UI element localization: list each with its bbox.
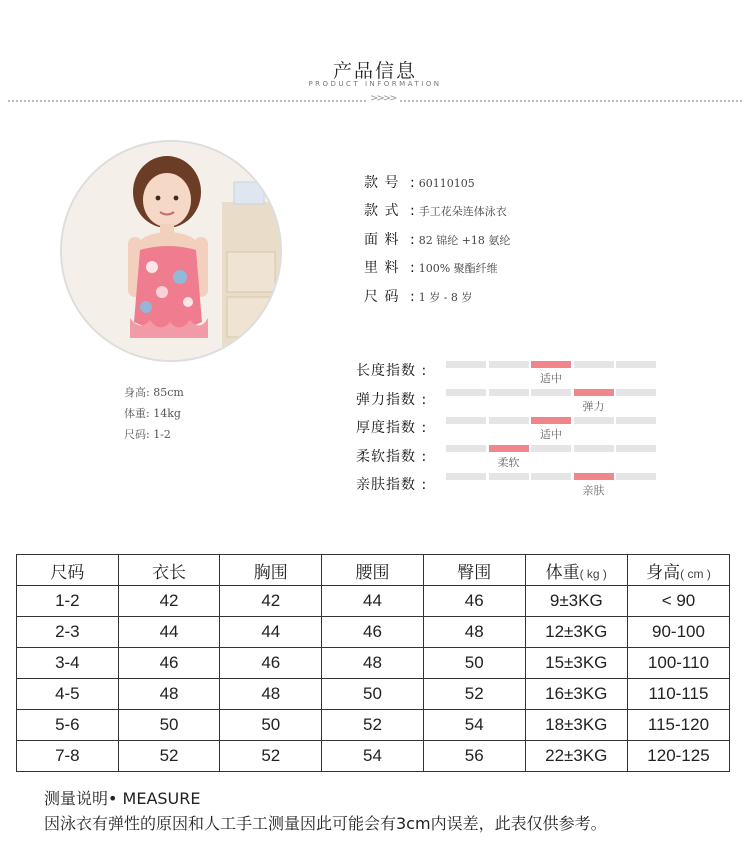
table-cell: 5-6 [17, 710, 119, 741]
index-segment [489, 361, 529, 368]
table-row [17, 741, 730, 772]
table-row [17, 679, 730, 710]
model-size: 尺码: 1-2 [124, 428, 171, 441]
table-cell: 44 [118, 617, 220, 648]
index-segment [574, 445, 614, 452]
index-caption: 适中 [540, 428, 562, 441]
index-caption: 适中 [540, 372, 562, 385]
index-segment [531, 389, 571, 396]
index-segment [574, 473, 614, 480]
table-cell: 7-8 [17, 741, 119, 772]
measure-note-body: 因泳衣有弹性的原因和人工手工测量因此可能会有3cm内误差，此表仅供参考。 [44, 814, 607, 833]
index-segment [616, 473, 656, 480]
index-segment [446, 473, 486, 480]
col-header-hip: 臀围 [423, 555, 525, 586]
table-cell: 52 [118, 741, 220, 772]
index-segment [531, 361, 571, 368]
table-cell: 44 [322, 586, 424, 617]
table-cell: 12±3KG [525, 617, 627, 648]
col-header-height: 身高( cm ) [627, 555, 729, 586]
table-cell: 18±3KG [525, 710, 627, 741]
table-cell: 48 [220, 679, 322, 710]
table-cell: 16±3KG [525, 679, 627, 710]
table-cell: 52 [322, 710, 424, 741]
index-segment [446, 445, 486, 452]
table-cell: 22±3KG [525, 741, 627, 772]
spec-label: 款 号 [364, 175, 400, 191]
table-cell: 52 [220, 741, 322, 772]
model-height: 身高: 85cm [124, 386, 184, 399]
table-cell: 110-115 [627, 679, 729, 710]
spec-row: 款 式 : 手工花朵连体泳衣 [364, 200, 507, 220]
index-segment [489, 473, 529, 480]
table-row [17, 710, 730, 741]
table-cell: 50 [423, 648, 525, 679]
table-cell: 44 [220, 617, 322, 648]
index-segment [446, 389, 486, 396]
table-cell: 115-120 [627, 710, 729, 741]
index-caption: 弹力 [582, 400, 605, 413]
index-segment [574, 389, 614, 396]
index-segment [616, 361, 656, 368]
index-segment [531, 417, 571, 424]
table-cell: 50 [220, 710, 322, 741]
table-cell: 4-5 [17, 679, 119, 710]
model-weight: 体重: 14kg [124, 407, 181, 420]
spec-row: 尺 码 : 1 岁 - 8 岁 [364, 286, 472, 306]
index-label-softness: 柔软指数 : [356, 449, 428, 465]
table-cell: 46 [220, 648, 322, 679]
table-row [17, 648, 730, 679]
col-header-chest: 胸围 [220, 555, 322, 586]
index-segment [616, 417, 656, 424]
table-cell: 48 [423, 617, 525, 648]
index-label-skin-feel: 亲肤指数 : [356, 477, 428, 493]
col-header-length: 衣长 [118, 555, 220, 586]
spec-value: 手工花朵连体泳衣 [418, 205, 507, 218]
table-cell: 46 [423, 586, 525, 617]
table-cell: 48 [118, 679, 220, 710]
table-cell: 42 [220, 586, 322, 617]
index-segment [616, 445, 656, 452]
spec-row: 款 号 : 60110105 [364, 172, 475, 192]
col-header-size: 尺码 [17, 555, 119, 586]
index-segment [616, 389, 656, 396]
table-cell: 50 [118, 710, 220, 741]
table-cell: 50 [322, 679, 424, 710]
table-cell: 42 [118, 586, 220, 617]
index-segment [489, 389, 529, 396]
table-row [17, 617, 730, 648]
table-cell: 1-2 [17, 586, 119, 617]
table-cell: 46 [322, 617, 424, 648]
table-cell: 120-125 [627, 741, 729, 772]
spec-value: 1 岁 - 8 岁 [418, 291, 473, 304]
spec-value: 100% 聚酯纤维 [418, 262, 498, 275]
index-segment [446, 361, 486, 368]
table-cell: 100-110 [627, 648, 729, 679]
index-segment [489, 445, 529, 452]
spec-label: 里 料 [364, 260, 400, 276]
table-cell: 2-3 [17, 617, 119, 648]
section-subtitle: PRODUCT INFORMATION [308, 80, 442, 88]
table-cell: 46 [118, 648, 220, 679]
index-segment [574, 417, 614, 424]
table-cell: 3-4 [17, 648, 119, 679]
size-table [16, 554, 730, 772]
table-cell: 56 [423, 741, 525, 772]
spec-label: 面 料 [364, 232, 400, 248]
index-caption: 柔软 [497, 456, 520, 469]
index-segment [489, 417, 529, 424]
index-label-length: 长度指数 : [356, 363, 428, 379]
table-cell: 15±3KG [525, 648, 627, 679]
index-segment [531, 445, 571, 452]
index-segment [446, 417, 486, 424]
table-cell: 54 [322, 741, 424, 772]
spec-row: 里 料 : 100% 聚酯纤维 [364, 257, 498, 277]
index-label-thickness: 厚度指数 : [356, 420, 428, 436]
spec-value: 82 锦纶 +18 氨纶 [418, 234, 511, 247]
section-title: 产品信息 [332, 60, 417, 82]
spec-row: 面 料 : 82 锦纶 +18 氨纶 [364, 229, 510, 249]
spec-label: 尺 码 [364, 289, 400, 305]
table-header-row [17, 555, 730, 586]
product-photo [60, 140, 282, 362]
divider-arrows: >>>> [367, 93, 399, 104]
table-row [17, 586, 730, 617]
index-segment [574, 361, 614, 368]
spec-value: 60110105 [418, 177, 475, 190]
table-cell: 52 [423, 679, 525, 710]
measure-note-title: 测量说明• MEASURE [44, 789, 201, 808]
table-cell: 48 [322, 648, 424, 679]
index-segment [531, 473, 571, 480]
table-cell: 54 [423, 710, 525, 741]
col-header-weight: 体重( kg ) [525, 555, 627, 586]
col-header-waist: 腰围 [322, 555, 424, 586]
index-caption: 亲肤 [582, 484, 605, 497]
table-cell: < 90 [627, 586, 729, 617]
spec-label: 款 式 [364, 203, 400, 219]
index-label-stretch: 弹力指数 : [356, 392, 428, 408]
table-cell: 9±3KG [525, 586, 627, 617]
table-cell: 90-100 [627, 617, 729, 648]
